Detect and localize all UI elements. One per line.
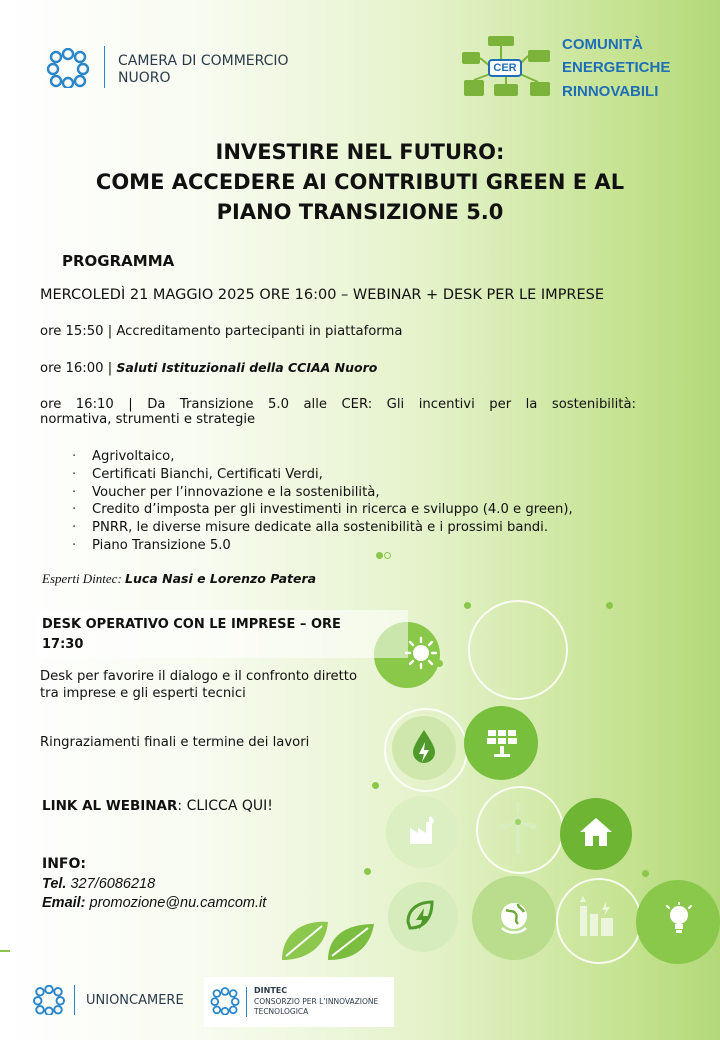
house-icon bbox=[578, 816, 614, 850]
leaves-icon bbox=[278, 914, 378, 964]
unioncamere-name: UNIONCAMERE bbox=[86, 993, 184, 1008]
globe-leaf-icon bbox=[494, 896, 534, 938]
decor-dot bbox=[364, 868, 371, 875]
webinar-link-line bbox=[42, 798, 273, 814]
decor-dot bbox=[436, 660, 443, 667]
program-item-2-title: Saluti Istituzionali della CCIAA Nuoro bbox=[116, 360, 378, 375]
leaf-bolt-icon bbox=[402, 896, 444, 938]
list-item: · Piano Transizione 5.0 bbox=[72, 537, 652, 555]
decor-dot bbox=[606, 602, 613, 609]
experts-names: Luca Nasi e Lorenzo Patera bbox=[125, 571, 317, 586]
decor-dot bbox=[384, 552, 391, 559]
desk-text-line2: tra imprese e gli esperti tecnici bbox=[40, 686, 246, 701]
topics-list bbox=[72, 448, 652, 555]
list-item: · Certificati Bianchi, Certificati Verdi, bbox=[72, 466, 652, 484]
water-drop-bolt-icon bbox=[410, 728, 438, 764]
email-label: Email: bbox=[42, 895, 86, 911]
email-value[interactable]: promozione@nu.camcom.it bbox=[85, 895, 267, 911]
info-email bbox=[42, 895, 266, 911]
unioncamere-logo bbox=[32, 985, 202, 1017]
title-line3: PIANO TRANSIZIONE 5.0 bbox=[216, 200, 504, 224]
webinar-link[interactable]: CLICCA QUI! bbox=[186, 798, 273, 814]
logo-divider bbox=[104, 46, 105, 88]
decor-ring bbox=[468, 600, 568, 700]
closing-text: Ringraziamenti finali e termine dei lavori bbox=[40, 735, 310, 750]
list-item: · Voucher per l’innovazione e la sostenibilità, bbox=[72, 484, 652, 502]
dintec-logo-icon bbox=[210, 987, 240, 1015]
decor-dot bbox=[464, 602, 471, 609]
dintec-name: DINTEC bbox=[254, 986, 288, 995]
program-date-line: MERCOLEDÌ 21 MAGGIO 2025 ORE 16:00 – WEBINAR + DESK PER LE IMPRESE bbox=[40, 287, 605, 303]
sun-icon bbox=[404, 636, 438, 670]
program-item-3-line2: normativa, strumenti e strategie bbox=[40, 412, 256, 427]
program-item-3 bbox=[40, 397, 636, 427]
solar-panel-icon bbox=[484, 726, 520, 760]
decor-dot bbox=[642, 870, 649, 877]
cer-badge: CER bbox=[493, 62, 517, 74]
program-heading: PROGRAMMA bbox=[62, 252, 175, 270]
chamber-name-line2: NUORO bbox=[118, 70, 171, 86]
cer-title-line1: COMUNITÀ bbox=[562, 36, 643, 53]
tel-label: Tel. bbox=[42, 876, 67, 892]
webinar-link-separator: : bbox=[177, 798, 187, 814]
program-item-1: ore 15:50 | Accreditamento partecipanti in piattaforma bbox=[40, 324, 403, 339]
list-item: · PNRR, le diverse misure dedicate alla sostenibilità e i prossimi bandi. bbox=[72, 519, 652, 537]
chamber-name-line1: CAMERA DI COMMERCIO bbox=[118, 53, 289, 69]
dintec-subtitle-1: CONSORZIO PER L’INNOVAZIONE bbox=[254, 997, 379, 1006]
experts-label: Esperti Dintec: bbox=[42, 571, 126, 586]
title-line2: COME ACCEDERE AI CONTRIBUTI GREEN E AL bbox=[95, 170, 625, 194]
cer-title-line2: ENERGETICHE bbox=[562, 59, 671, 76]
dintec-divider bbox=[246, 987, 247, 1017]
desk-heading-line1: DESK OPERATIVO CON LE IMPRESE – ORE bbox=[42, 617, 341, 632]
unioncamere-divider bbox=[74, 985, 75, 1015]
power-plant-icon bbox=[574, 892, 618, 942]
title-line1: INVESTIRE NEL FUTURO: bbox=[215, 140, 505, 164]
list-item: · Agrivoltaico, bbox=[72, 448, 652, 466]
left-accent-line bbox=[0, 950, 10, 952]
decor-dot bbox=[372, 782, 379, 789]
chamber-logo bbox=[46, 46, 306, 92]
program-item-3-line1: ore 16:10 | Da Transizione 5.0 alle CER: Gli incentivi per la sostenibilità: bbox=[40, 397, 636, 412]
chamber-logo-icon bbox=[46, 48, 90, 88]
desk-heading-line2: 17:30 bbox=[42, 637, 84, 652]
cer-title-line3: RINNOVABILI bbox=[562, 83, 659, 100]
program-item-2 bbox=[40, 360, 377, 376]
webinar-link-label: LINK AL WEBINAR bbox=[42, 798, 178, 814]
decor-dot bbox=[376, 552, 383, 559]
wind-turbine-icon bbox=[494, 800, 542, 858]
unioncamere-logo-icon bbox=[32, 985, 66, 1015]
program-item-2-time: ore 16:00 | bbox=[40, 361, 117, 376]
experts-line bbox=[42, 571, 316, 587]
desk-text-line1: Desk per favorire il dialogo e il confronto diretto bbox=[40, 669, 358, 684]
dintec-logo bbox=[204, 977, 394, 1027]
factory-leaf-icon bbox=[406, 814, 440, 848]
light-bulb-icon bbox=[664, 902, 694, 938]
list-item: · Credito d’imposta per gli investimenti in ricerca e sviluppo (4.0 e green), bbox=[72, 501, 652, 519]
info-tel bbox=[42, 876, 155, 892]
tel-value[interactable]: 327/6086218 bbox=[66, 876, 156, 892]
cer-logo bbox=[458, 32, 558, 104]
info-heading: INFO: bbox=[42, 856, 86, 872]
dintec-subtitle-2: TECNOLOGICA bbox=[254, 1007, 309, 1016]
